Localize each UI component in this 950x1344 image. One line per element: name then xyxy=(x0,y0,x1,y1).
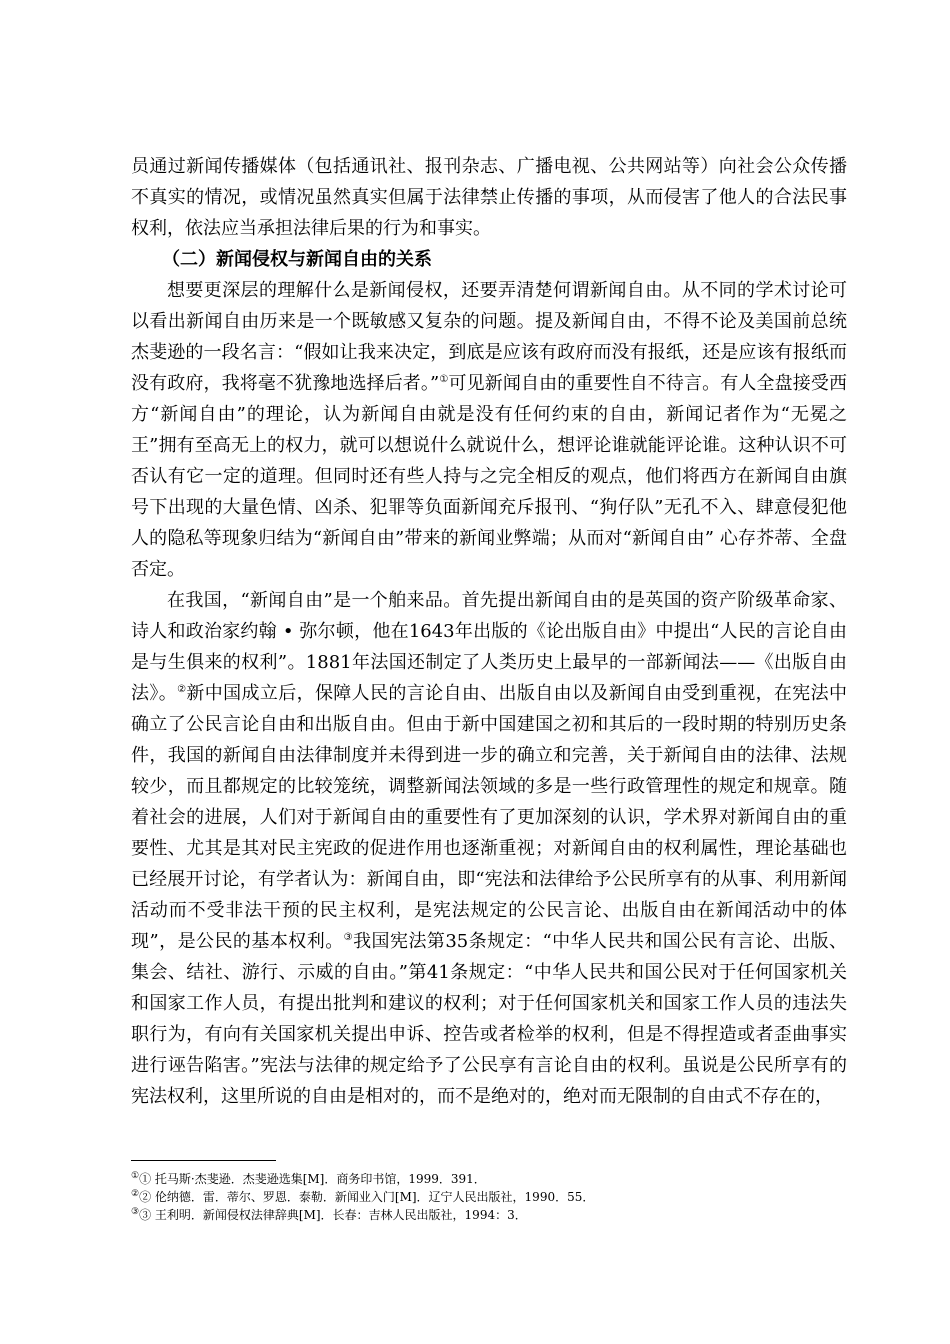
footnote-text: ③ 王利明．新闻侵权法律辞典[M]．长春：吉林人民出版社，1994：3． xyxy=(139,1208,527,1222)
footnote-divider xyxy=(131,1160,276,1161)
footnote-3 xyxy=(131,1206,847,1224)
paragraph-text: 我国宪法第35条规定：“中华人民共和国公民有言论、出版、集会、结社、游行、示威的自由。”第41条规定：“中华人民共和国公民对于任何国家机关和国家工作人员，有提出批判和建议的权利；对于任何国家机关和国家工作人员的违法失职行为，有向有关国家机关提出申诉、控告或者检举的权利，但是不得捏造或者歪曲事实进行诬告陷害。”宪法与法律的规定给予了公民享有言论自由的权利。虽说是公民所享有的宪法权利，这里所说的自由是相对的，而不是绝对的，绝对而无限制的自由式不存在的， xyxy=(131,931,847,1107)
paragraph-text: 想要更深层的理解什么是新闻侵权，还要弄清楚何谓新闻自由。从不同的学术讨论可以看出新闻自由历来是一个既敏感又复杂的问题。提及新闻自由，不得不论及美国前总统杰斐逊的一段名言：“假如让我来决定，到底是应该有政府而没有报纸，还是应该有报纸而没有政府，我将毫不犹豫地选择后者。” xyxy=(131,280,847,394)
footnote-ref-1[interactable]: ① xyxy=(439,374,449,385)
document-body xyxy=(131,151,847,1112)
footnote-text: ② 伦纳德．雷．蒂尔、罗恩．泰勒．新闻业入门[M]．辽宁人民出版社，1990．55． xyxy=(139,1190,595,1204)
paragraph-press-freedom xyxy=(131,275,847,585)
footnote-ref-2[interactable]: ② xyxy=(177,684,187,695)
footnote-1 xyxy=(131,1170,847,1188)
paragraph-text: 可见新闻自由的重要性自不待言。有人全盘接受西方“新闻自由”的理论，认为新闻自由就是没有任何约束的自由，新闻记者作为“无冕之王”拥有至高无上的权力，就可以想说什么就说什么，想评论谁就能评论谁。这种认识不可否认有它一定的道理。但同时还有些人持与之完全相反的观点，他们将西方在新闻自由旗号下出现的大量色情、凶杀、犯罪等负面新闻充斥报刊、“狗仔队”无孔不入、肆意侵犯他人的隐私等现象归结为“新闻自由”带来的新闻业弊端；从而对“新闻自由” 心存芥蒂、全盘否定。 xyxy=(131,373,848,580)
paragraph-china-press-freedom xyxy=(131,585,847,1112)
footnote-text: ① 托马斯·杰斐逊．杰斐逊选集[M]．商务印书馆，1999．391． xyxy=(139,1172,486,1186)
footnote-ref-3[interactable]: ③ xyxy=(343,932,354,943)
paragraph-text: 新中国成立后，保障人民的言论自由、出版自由以及新闻自由受到重视，在宪法中确立了公民言论自由和出版自由。但由于新中国建国之初和其后的一段时期的特别历史条件，我国的新闻自由法律制度并未得到进一步的确立和完善，关于新闻自由的法律、法规较少，而且都规定的比较笼统，调整新闻法领域的多是一些行政管理性的规定和规章。随着社会的进展，人们对于新闻自由的重要性有了更加深刻的认识，学术界对新闻自由的重要性、尤其是其对民主宪政的促进作用也逐渐重视；对新闻自由的权利属性，理论基础也已经展开讨论，有学者认为：新闻自由，即“宪法和法律给予公民所享有的从事、利用新闻活动而不受非法干预的民主权利，是宪法规定的公民言论、出版自由在新闻活动中的体现”，是公民的基本权利。 xyxy=(131,683,848,952)
section-heading: （二）新闻侵权与新闻自由的关系 xyxy=(162,249,432,270)
paragraph-text: 在我国，“新闻自由”是一个舶来品。首先提出新闻自由的是英国的资产阶级革命家、诗人和政治家约翰 • 弥尔顿，他在1643年出版的《论出版自由》中提出“人民的言论自由是与生俱来的权利”。1881年法国还制定了人类历史上最早的一部新闻法——《出版自由法》。 xyxy=(131,590,847,704)
paragraph-continuation: 员通过新闻传播媒体（包括通讯社、报刊杂志、广播电视、公共网站等）向社会公众传播不真实的情况，或情况虽然真实但属于法律禁止传播的事项，从而侵害了他人的合法民事权利，依法应当承担法律后果的行为和事实。 xyxy=(131,156,847,239)
footnote-mark: ② xyxy=(131,1189,140,1199)
footnote-mark: ① xyxy=(131,1171,140,1181)
footnote-2 xyxy=(131,1188,847,1206)
footnote-mark: ③ xyxy=(131,1207,140,1217)
footnotes xyxy=(131,1170,847,1224)
